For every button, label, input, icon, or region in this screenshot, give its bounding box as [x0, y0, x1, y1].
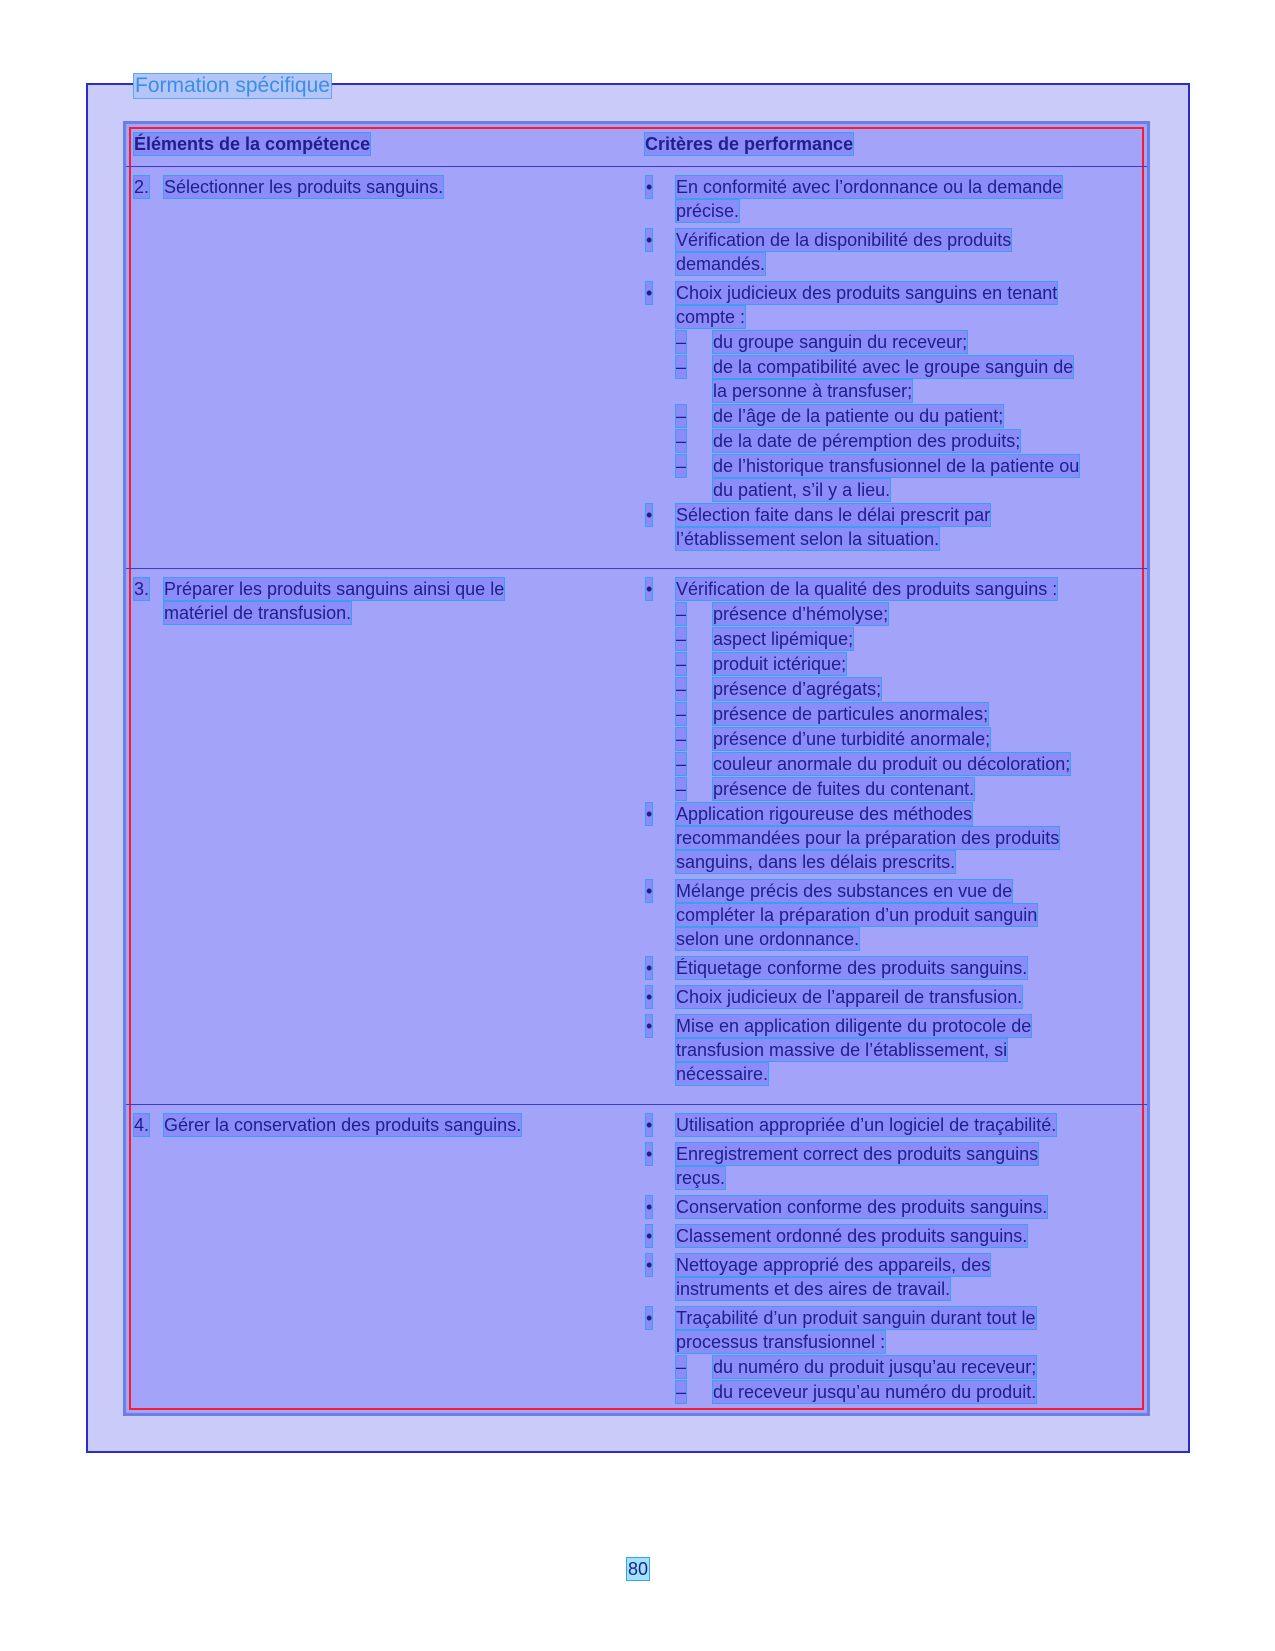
element-text: Sélectionner les produits sanguins.	[164, 177, 444, 197]
bullet-marker: •	[646, 1197, 653, 1217]
dash-marker: –	[676, 357, 687, 377]
criterion-text: Choix judicieux de l’appareil de transfusion.	[676, 987, 1023, 1007]
dash-marker: –	[676, 729, 687, 749]
dash-marker: –	[676, 456, 687, 476]
dash-marker: –	[676, 332, 687, 352]
criterion-text: présence d’hémolyse;	[713, 604, 889, 624]
bullet-marker: •	[646, 881, 653, 901]
criterion-text: Conservation conforme des produits sanguins.	[676, 1197, 1048, 1217]
dash-marker: –	[676, 604, 687, 624]
bullet-marker: •	[646, 283, 653, 303]
row-divider	[126, 568, 1147, 569]
criterion-text: Classement ordonné des produits sanguins.	[676, 1226, 1028, 1246]
criterion-text: Mélange précis des substances en vue de	[676, 881, 1013, 901]
criterion-text: produit ictérique;	[713, 654, 847, 674]
bullet-marker: •	[646, 1115, 653, 1135]
criterion-text: Vérification de la disponibilité des produits	[676, 230, 1012, 250]
criterion-text: du receveur jusqu’au numéro du produit.	[713, 1382, 1037, 1402]
criterion-text: aspect lipémique;	[713, 629, 854, 649]
bullet-marker: •	[646, 1308, 653, 1328]
criterion-text: transfusion massive de l’établissement, si	[676, 1040, 1008, 1060]
criterion-text: demandés.	[676, 254, 766, 274]
criterion-text: sanguins, dans les délais prescrits.	[676, 852, 956, 872]
dash-marker: –	[676, 654, 687, 674]
dash-marker: –	[676, 779, 687, 799]
element-number: 4.	[134, 1115, 150, 1135]
criterion-text: selon une ordonnance.	[676, 929, 860, 949]
element-number: 3.	[134, 579, 150, 599]
element-text: matériel de transfusion.	[164, 603, 352, 623]
bullet-marker: •	[646, 1226, 653, 1246]
criterion-text: de la date de péremption des produits;	[713, 431, 1021, 451]
dash-marker: –	[676, 754, 687, 774]
bullet-marker: •	[646, 505, 653, 525]
criterion-text: de la compatibilité avec le groupe sanguin de	[713, 357, 1074, 377]
bullet-marker: •	[646, 987, 653, 1007]
header-divider	[126, 166, 1147, 167]
dash-marker: –	[676, 704, 687, 724]
criterion-text: présence d’agrégats;	[713, 679, 882, 699]
dash-marker: –	[676, 1382, 687, 1402]
criterion-text: du patient, s’il y a lieu.	[713, 480, 891, 500]
criterion-text: Nettoyage approprié des appareils, des	[676, 1255, 991, 1275]
row-divider	[126, 1104, 1147, 1105]
element-number: 2.	[134, 177, 150, 197]
criterion-text: présence de particules anormales;	[713, 704, 989, 724]
criterion-text: recommandées pour la préparation des produits	[676, 828, 1060, 848]
bullet-marker: •	[646, 804, 653, 824]
bullet-marker: •	[646, 958, 653, 978]
criterion-text: processus transfusionnel :	[676, 1332, 886, 1352]
criterion-text: du groupe sanguin du receveur;	[713, 332, 968, 352]
criterion-text: En conformité avec l’ordonnance ou la demande	[676, 177, 1063, 197]
bullet-marker: •	[646, 1144, 653, 1164]
criterion-text: l’établissement selon la situation.	[676, 529, 940, 549]
criterion-text: Mise en application diligente du protocole de	[676, 1016, 1032, 1036]
criterion-text: nécessaire.	[676, 1064, 769, 1084]
dash-marker: –	[676, 406, 687, 426]
element-text: Gérer la conservation des produits sanguins.	[164, 1115, 522, 1135]
bullet-marker: •	[646, 1255, 653, 1275]
column-header-elements: Éléments de la compétence	[134, 134, 371, 154]
criterion-text: du numéro du produit jusqu’au receveur;	[713, 1357, 1037, 1377]
criterion-text: de l’historique transfusionnel de la patiente ou	[713, 456, 1080, 476]
criterion-text: Sélection faite dans le délai prescrit par	[676, 505, 991, 525]
criterion-text: compte :	[676, 307, 746, 327]
bullet-marker: •	[646, 1016, 653, 1036]
criterion-text: présence d’une turbidité anormale;	[713, 729, 991, 749]
bullet-marker: •	[646, 177, 653, 197]
criterion-text: présence de fuites du contenant.	[713, 779, 975, 799]
bullet-marker: •	[646, 579, 653, 599]
dash-marker: –	[676, 431, 687, 451]
criterion-text: Vérification de la qualité des produits sanguins :	[676, 579, 1058, 599]
criterion-text: de l’âge de la patiente ou du patient;	[713, 406, 1004, 426]
page-number: 80	[628, 1559, 649, 1579]
dash-marker: –	[676, 1357, 687, 1377]
criterion-text: Enregistrement correct des produits sanguins	[676, 1144, 1039, 1164]
dash-marker: –	[676, 679, 687, 699]
criterion-text: couleur anormale du produit ou décoloration;	[713, 754, 1071, 774]
criterion-text: Utilisation appropriée d’un logiciel de traçabilité.	[676, 1115, 1057, 1135]
bullet-marker: •	[646, 230, 653, 250]
criterion-text: Application rigoureuse des méthodes	[676, 804, 973, 824]
criterion-text: précise.	[676, 201, 740, 221]
criterion-text: instruments et des aires de travail.	[676, 1279, 951, 1299]
criterion-text: Traçabilité d’un produit sanguin durant tout le	[676, 1308, 1036, 1328]
criterion-text: la personne à transfuser;	[713, 381, 913, 401]
dash-marker: –	[676, 629, 687, 649]
criterion-text: Choix judicieux des produits sanguins en tenant	[676, 283, 1058, 303]
column-header-criteria: Critères de performance	[645, 134, 854, 154]
criterion-text: Étiquetage conforme des produits sanguins.	[676, 958, 1028, 978]
criterion-text: compléter la préparation d’un produit sanguin	[676, 905, 1038, 925]
section-title: Formation spécifique	[135, 74, 330, 97]
element-text: Préparer les produits sanguins ainsi que le	[164, 579, 505, 599]
criterion-text: reçus.	[676, 1168, 726, 1188]
